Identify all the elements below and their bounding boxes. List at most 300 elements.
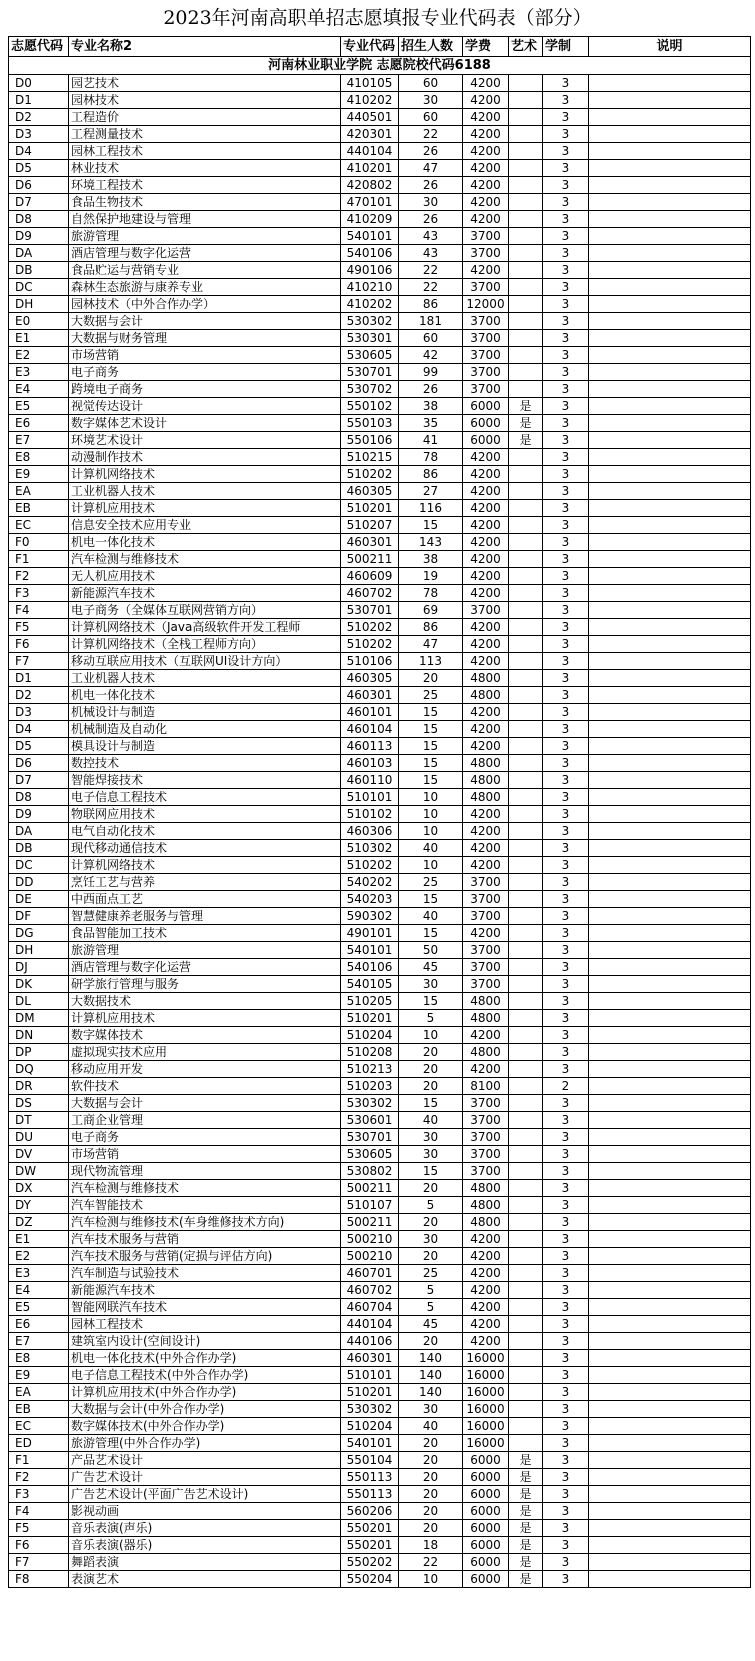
tuition-cell: 4200 — [463, 1027, 509, 1044]
duration-cell: 3 — [543, 75, 589, 92]
major-code-cell: 510101 — [341, 1367, 399, 1384]
duration-cell: 3 — [543, 874, 589, 891]
major-code-cell: 540105 — [341, 976, 399, 993]
volunteer-code-cell: E4 — [9, 1282, 69, 1299]
enrollment-cell: 20 — [399, 1486, 463, 1503]
tuition-cell: 4200 — [463, 704, 509, 721]
enrollment-cell: 140 — [399, 1367, 463, 1384]
major-code-cell: 510106 — [341, 653, 399, 670]
duration-cell: 3 — [543, 1248, 589, 1265]
tuition-cell: 3700 — [463, 245, 509, 262]
note-cell — [589, 1044, 751, 1061]
enrollment-cell: 5 — [399, 1197, 463, 1214]
art-cell: 是 — [509, 432, 543, 449]
major-name-cell: 食品贮运与营销专业 — [69, 262, 341, 279]
volunteer-code-cell: E1 — [9, 330, 69, 347]
table-row — [9, 840, 751, 857]
tuition-cell: 4200 — [463, 211, 509, 228]
major-name-cell: 旅游管理(中外合作办学) — [69, 1435, 341, 1452]
major-name-cell: 园林技术 — [69, 92, 341, 109]
enrollment-cell: 30 — [399, 194, 463, 211]
art-cell — [509, 1231, 543, 1248]
major-code-cell: 510201 — [341, 1384, 399, 1401]
duration-cell: 3 — [543, 1384, 589, 1401]
art-cell: 是 — [509, 1520, 543, 1537]
note-cell — [589, 500, 751, 517]
note-cell — [589, 126, 751, 143]
tuition-cell: 3700 — [463, 1129, 509, 1146]
tuition-cell: 4200 — [463, 466, 509, 483]
tuition-cell: 6000 — [463, 415, 509, 432]
major-code-cell: 510202 — [341, 636, 399, 653]
art-cell — [509, 466, 543, 483]
enrollment-cell: 5 — [399, 1010, 463, 1027]
note-cell — [589, 959, 751, 976]
art-cell — [509, 789, 543, 806]
duration-cell: 3 — [543, 1520, 589, 1537]
art-cell — [509, 551, 543, 568]
volunteer-code-cell: D9 — [9, 806, 69, 823]
tuition-cell: 4200 — [463, 92, 509, 109]
tuition-cell: 6000 — [463, 1520, 509, 1537]
enrollment-cell: 20 — [399, 1333, 463, 1350]
volunteer-code-cell: EC — [9, 517, 69, 534]
table-row — [9, 874, 751, 891]
art-cell — [509, 1401, 543, 1418]
major-name-cell: 舞蹈表演 — [69, 1554, 341, 1571]
table-row — [9, 296, 751, 313]
major-name-cell: 酒店管理与数字化运营 — [69, 245, 341, 262]
duration-cell: 3 — [543, 1112, 589, 1129]
enrollment-cell: 86 — [399, 296, 463, 313]
header-cell: 学制 — [543, 37, 589, 57]
enrollment-cell: 143 — [399, 534, 463, 551]
tuition-cell: 4200 — [463, 517, 509, 534]
note-cell — [589, 772, 751, 789]
table-row — [9, 789, 751, 806]
enrollment-cell: 86 — [399, 466, 463, 483]
duration-cell: 3 — [543, 602, 589, 619]
tuition-cell: 6000 — [463, 1537, 509, 1554]
art-cell — [509, 1418, 543, 1435]
volunteer-code-cell: ED — [9, 1435, 69, 1452]
duration-cell: 3 — [543, 1027, 589, 1044]
major-name-cell: 大数据技术 — [69, 993, 341, 1010]
duration-cell: 3 — [543, 908, 589, 925]
major-code-cell: 510203 — [341, 1078, 399, 1095]
major-name-cell: 旅游管理 — [69, 228, 341, 245]
major-code-cell: 510201 — [341, 500, 399, 517]
enrollment-cell: 5 — [399, 1299, 463, 1316]
volunteer-code-cell: D7 — [9, 194, 69, 211]
art-cell — [509, 568, 543, 585]
note-cell — [589, 109, 751, 126]
volunteer-code-cell: DK — [9, 976, 69, 993]
major-name-cell: 广告艺术设计(平面广告艺术设计) — [69, 1486, 341, 1503]
tuition-cell: 4800 — [463, 1044, 509, 1061]
note-cell — [589, 517, 751, 534]
note-cell — [589, 1452, 751, 1469]
table-row — [9, 976, 751, 993]
volunteer-code-cell: F7 — [9, 1554, 69, 1571]
major-name-cell: 汽车技术服务与营销 — [69, 1231, 341, 1248]
tuition-cell: 4800 — [463, 993, 509, 1010]
duration-cell: 3 — [543, 313, 589, 330]
major-code-cell: 510213 — [341, 1061, 399, 1078]
major-name-cell: 食品智能加工技术 — [69, 925, 341, 942]
table-row — [9, 534, 751, 551]
art-cell — [509, 364, 543, 381]
tuition-cell: 4200 — [463, 806, 509, 823]
art-cell — [509, 636, 543, 653]
note-cell — [589, 1010, 751, 1027]
volunteer-code-cell: F2 — [9, 568, 69, 585]
note-cell — [589, 568, 751, 585]
art-cell — [509, 347, 543, 364]
major-code-cell: 510102 — [341, 806, 399, 823]
volunteer-code-cell: DJ — [9, 959, 69, 976]
note-cell — [589, 942, 751, 959]
major-code-cell: 530605 — [341, 1146, 399, 1163]
art-cell — [509, 1333, 543, 1350]
major-code-cell: 510202 — [341, 857, 399, 874]
tuition-cell: 3700 — [463, 330, 509, 347]
art-cell — [509, 1384, 543, 1401]
tuition-cell: 4200 — [463, 262, 509, 279]
tuition-cell: 4200 — [463, 653, 509, 670]
duration-cell: 3 — [543, 364, 589, 381]
art-cell — [509, 874, 543, 891]
major-name-cell: 森林生态旅游与康养专业 — [69, 279, 341, 296]
note-cell — [589, 1316, 751, 1333]
major-name-cell: 林业技术 — [69, 160, 341, 177]
art-cell — [509, 517, 543, 534]
table-row — [9, 483, 751, 500]
art-cell — [509, 670, 543, 687]
art-cell — [509, 806, 543, 823]
volunteer-code-cell: D3 — [9, 126, 69, 143]
major-code-cell: 590302 — [341, 908, 399, 925]
major-name-cell: 市场营销 — [69, 1146, 341, 1163]
major-code-cell: 410201 — [341, 160, 399, 177]
major-name-cell: 音乐表演(器乐) — [69, 1537, 341, 1554]
major-name-cell: 广告艺术设计 — [69, 1469, 341, 1486]
major-code-cell: 540101 — [341, 942, 399, 959]
duration-cell: 3 — [543, 1350, 589, 1367]
major-code-cell: 460113 — [341, 738, 399, 755]
volunteer-code-cell: D1 — [9, 92, 69, 109]
art-cell — [509, 942, 543, 959]
art-cell — [509, 534, 543, 551]
volunteer-code-cell: E9 — [9, 466, 69, 483]
table-row — [9, 466, 751, 483]
duration-cell: 3 — [543, 1554, 589, 1571]
duration-cell: 3 — [543, 1214, 589, 1231]
note-cell — [589, 262, 751, 279]
duration-cell: 3 — [543, 1163, 589, 1180]
major-name-cell: 研学旅行管理与服务 — [69, 976, 341, 993]
major-code-cell: 440104 — [341, 143, 399, 160]
duration-cell: 3 — [543, 755, 589, 772]
art-cell — [509, 1010, 543, 1027]
major-code-cell: 530301 — [341, 330, 399, 347]
tuition-cell: 3700 — [463, 1163, 509, 1180]
major-name-cell: 动漫制作技术 — [69, 449, 341, 466]
art-cell — [509, 959, 543, 976]
note-cell — [589, 415, 751, 432]
duration-cell: 3 — [543, 1231, 589, 1248]
major-code-cell: 510101 — [341, 789, 399, 806]
art-cell — [509, 1078, 543, 1095]
art-cell — [509, 1044, 543, 1061]
table-row — [9, 1078, 751, 1095]
duration-cell: 3 — [543, 500, 589, 517]
art-cell — [509, 653, 543, 670]
art-cell — [509, 602, 543, 619]
note-cell — [589, 279, 751, 296]
major-code-cell: 540101 — [341, 1435, 399, 1452]
tuition-cell: 3700 — [463, 976, 509, 993]
duration-cell: 3 — [543, 568, 589, 585]
enrollment-cell: 15 — [399, 755, 463, 772]
volunteer-code-cell: F4 — [9, 1503, 69, 1520]
major-name-cell: 智能焊接技术 — [69, 772, 341, 789]
duration-cell: 3 — [543, 857, 589, 874]
note-cell — [589, 143, 751, 160]
enrollment-cell: 69 — [399, 602, 463, 619]
table-row — [9, 1095, 751, 1112]
note-cell — [589, 636, 751, 653]
art-cell — [509, 976, 543, 993]
duration-cell: 3 — [543, 143, 589, 160]
volunteer-code-cell: DW — [9, 1163, 69, 1180]
tuition-cell: 4200 — [463, 585, 509, 602]
major-name-cell: 信息安全技术应用专业 — [69, 517, 341, 534]
note-cell — [589, 534, 751, 551]
major-code-cell: 560206 — [341, 1503, 399, 1520]
art-cell — [509, 585, 543, 602]
volunteer-code-cell: E6 — [9, 415, 69, 432]
table-row — [9, 347, 751, 364]
table-row — [9, 517, 751, 534]
major-name-cell: 数字媒体技术 — [69, 1027, 341, 1044]
art-cell — [509, 755, 543, 772]
volunteer-code-cell: DX — [9, 1180, 69, 1197]
duration-cell: 3 — [543, 262, 589, 279]
major-name-cell: 现代物流管理 — [69, 1163, 341, 1180]
note-cell — [589, 466, 751, 483]
major-name-cell: 机械制造及自动化 — [69, 721, 341, 738]
note-cell — [589, 755, 751, 772]
tuition-cell: 3700 — [463, 602, 509, 619]
major-name-cell: 电子商务（全媒体互联网营销方向） — [69, 602, 341, 619]
major-code-cell: 550113 — [341, 1469, 399, 1486]
volunteer-code-cell: D1 — [9, 670, 69, 687]
major-name-cell: 汽车技术服务与营销(定损与评估方向) — [69, 1248, 341, 1265]
duration-cell: 3 — [543, 1044, 589, 1061]
table-row — [9, 1044, 751, 1061]
table-row — [9, 993, 751, 1010]
major-code-cell: 550201 — [341, 1520, 399, 1537]
tuition-cell: 3700 — [463, 381, 509, 398]
enrollment-cell: 10 — [399, 857, 463, 874]
enrollment-cell: 15 — [399, 993, 463, 1010]
enrollment-cell: 43 — [399, 245, 463, 262]
volunteer-code-cell: DS — [9, 1095, 69, 1112]
art-cell — [509, 891, 543, 908]
volunteer-code-cell: E2 — [9, 347, 69, 364]
table-row — [9, 891, 751, 908]
note-cell — [589, 687, 751, 704]
volunteer-code-cell: DU — [9, 1129, 69, 1146]
table-row — [9, 1214, 751, 1231]
major-name-cell: 大数据与会计 — [69, 313, 341, 330]
volunteer-code-cell: D7 — [9, 772, 69, 789]
major-code-cell: 530701 — [341, 1129, 399, 1146]
enrollment-cell: 10 — [399, 789, 463, 806]
major-name-cell: 计算机应用技术 — [69, 1010, 341, 1027]
art-cell — [509, 313, 543, 330]
major-name-cell: 工商企业管理 — [69, 1112, 341, 1129]
major-code-cell: 510207 — [341, 517, 399, 534]
header-row — [9, 37, 751, 57]
major-code-cell: 550102 — [341, 398, 399, 415]
volunteer-code-cell: E7 — [9, 432, 69, 449]
volunteer-code-cell: DY — [9, 1197, 69, 1214]
table-row — [9, 500, 751, 517]
duration-cell: 2 — [543, 1078, 589, 1095]
tuition-cell: 4200 — [463, 619, 509, 636]
note-cell — [589, 1333, 751, 1350]
major-code-cell: 550106 — [341, 432, 399, 449]
note-cell — [589, 1214, 751, 1231]
tuition-cell: 4200 — [463, 1299, 509, 1316]
tuition-cell: 3700 — [463, 908, 509, 925]
major-code-cell: 530802 — [341, 1163, 399, 1180]
major-code-cell: 530701 — [341, 602, 399, 619]
volunteer-code-cell: EA — [9, 483, 69, 500]
table-row — [9, 1418, 751, 1435]
volunteer-code-cell: DC — [9, 857, 69, 874]
major-name-cell: 产品艺术设计 — [69, 1452, 341, 1469]
enrollment-cell: 20 — [399, 1214, 463, 1231]
tuition-cell: 3700 — [463, 228, 509, 245]
tuition-cell: 6000 — [463, 1486, 509, 1503]
table-row — [9, 449, 751, 466]
duration-cell: 3 — [543, 415, 589, 432]
duration-cell: 3 — [543, 738, 589, 755]
art-cell — [509, 75, 543, 92]
tuition-cell: 4200 — [463, 75, 509, 92]
table-row — [9, 313, 751, 330]
major-code-cell: 510201 — [341, 1010, 399, 1027]
note-cell — [589, 1180, 751, 1197]
table-row — [9, 585, 751, 602]
table-row — [9, 670, 751, 687]
tuition-cell: 4200 — [463, 483, 509, 500]
volunteer-code-cell: DL — [9, 993, 69, 1010]
note-cell — [589, 347, 751, 364]
table-row — [9, 75, 751, 92]
major-code-cell: 530605 — [341, 347, 399, 364]
note-cell — [589, 381, 751, 398]
major-code-cell: 490106 — [341, 262, 399, 279]
duration-cell: 3 — [543, 194, 589, 211]
enrollment-cell: 140 — [399, 1350, 463, 1367]
table-row — [9, 1146, 751, 1163]
art-cell — [509, 228, 543, 245]
enrollment-cell: 116 — [399, 500, 463, 517]
volunteer-code-cell: F3 — [9, 1486, 69, 1503]
major-name-cell: 计算机网络技术（全栈工程师方向） — [69, 636, 341, 653]
volunteer-code-cell: DQ — [9, 1061, 69, 1078]
duration-cell: 3 — [543, 891, 589, 908]
volunteer-code-cell: E1 — [9, 1231, 69, 1248]
table-row — [9, 1180, 751, 1197]
table-row — [9, 1401, 751, 1418]
art-cell — [509, 619, 543, 636]
major-code-cell: 500211 — [341, 1180, 399, 1197]
major-code-cell: 510204 — [341, 1418, 399, 1435]
major-code-cell: 550204 — [341, 1571, 399, 1588]
enrollment-cell: 25 — [399, 687, 463, 704]
table-row — [9, 1486, 751, 1503]
table-row — [9, 1367, 751, 1384]
note-cell — [589, 1146, 751, 1163]
duration-cell: 3 — [543, 279, 589, 296]
enrollment-cell: 40 — [399, 908, 463, 925]
duration-cell: 3 — [543, 789, 589, 806]
major-code-cell: 440106 — [341, 1333, 399, 1350]
table-row — [9, 1435, 751, 1452]
table-row — [9, 160, 751, 177]
major-name-cell: 大数据与会计(中外合作办学) — [69, 1401, 341, 1418]
art-cell — [509, 483, 543, 500]
major-name-cell: 数字媒体技术(中外合作办学) — [69, 1418, 341, 1435]
volunteer-code-cell: D4 — [9, 143, 69, 160]
major-code-cell: 550113 — [341, 1486, 399, 1503]
art-cell — [509, 211, 543, 228]
table-row — [9, 1248, 751, 1265]
major-name-cell: 环境工程技术 — [69, 177, 341, 194]
table-row — [9, 432, 751, 449]
tuition-cell: 4200 — [463, 823, 509, 840]
major-name-cell: 电子商务 — [69, 1129, 341, 1146]
art-cell — [509, 194, 543, 211]
enrollment-cell: 38 — [399, 551, 463, 568]
tuition-cell: 4800 — [463, 687, 509, 704]
enrollment-cell: 30 — [399, 1146, 463, 1163]
art-cell — [509, 330, 543, 347]
tuition-cell: 6000 — [463, 432, 509, 449]
art-cell — [509, 1350, 543, 1367]
header-cell: 专业名称2 — [69, 37, 341, 57]
volunteer-code-cell: DD — [9, 874, 69, 891]
table-row — [9, 279, 751, 296]
note-cell — [589, 313, 751, 330]
major-code-cell: 470101 — [341, 194, 399, 211]
major-name-cell: 电子信息工程技术 — [69, 789, 341, 806]
major-name-cell: 汽车检测与维修技术 — [69, 551, 341, 568]
major-code-cell: 530302 — [341, 1401, 399, 1418]
volunteer-code-cell: F3 — [9, 585, 69, 602]
enrollment-cell: 30 — [399, 1231, 463, 1248]
note-cell — [589, 1469, 751, 1486]
tuition-cell: 4200 — [463, 857, 509, 874]
enrollment-cell: 60 — [399, 75, 463, 92]
duration-cell: 3 — [543, 653, 589, 670]
enrollment-cell: 38 — [399, 398, 463, 415]
